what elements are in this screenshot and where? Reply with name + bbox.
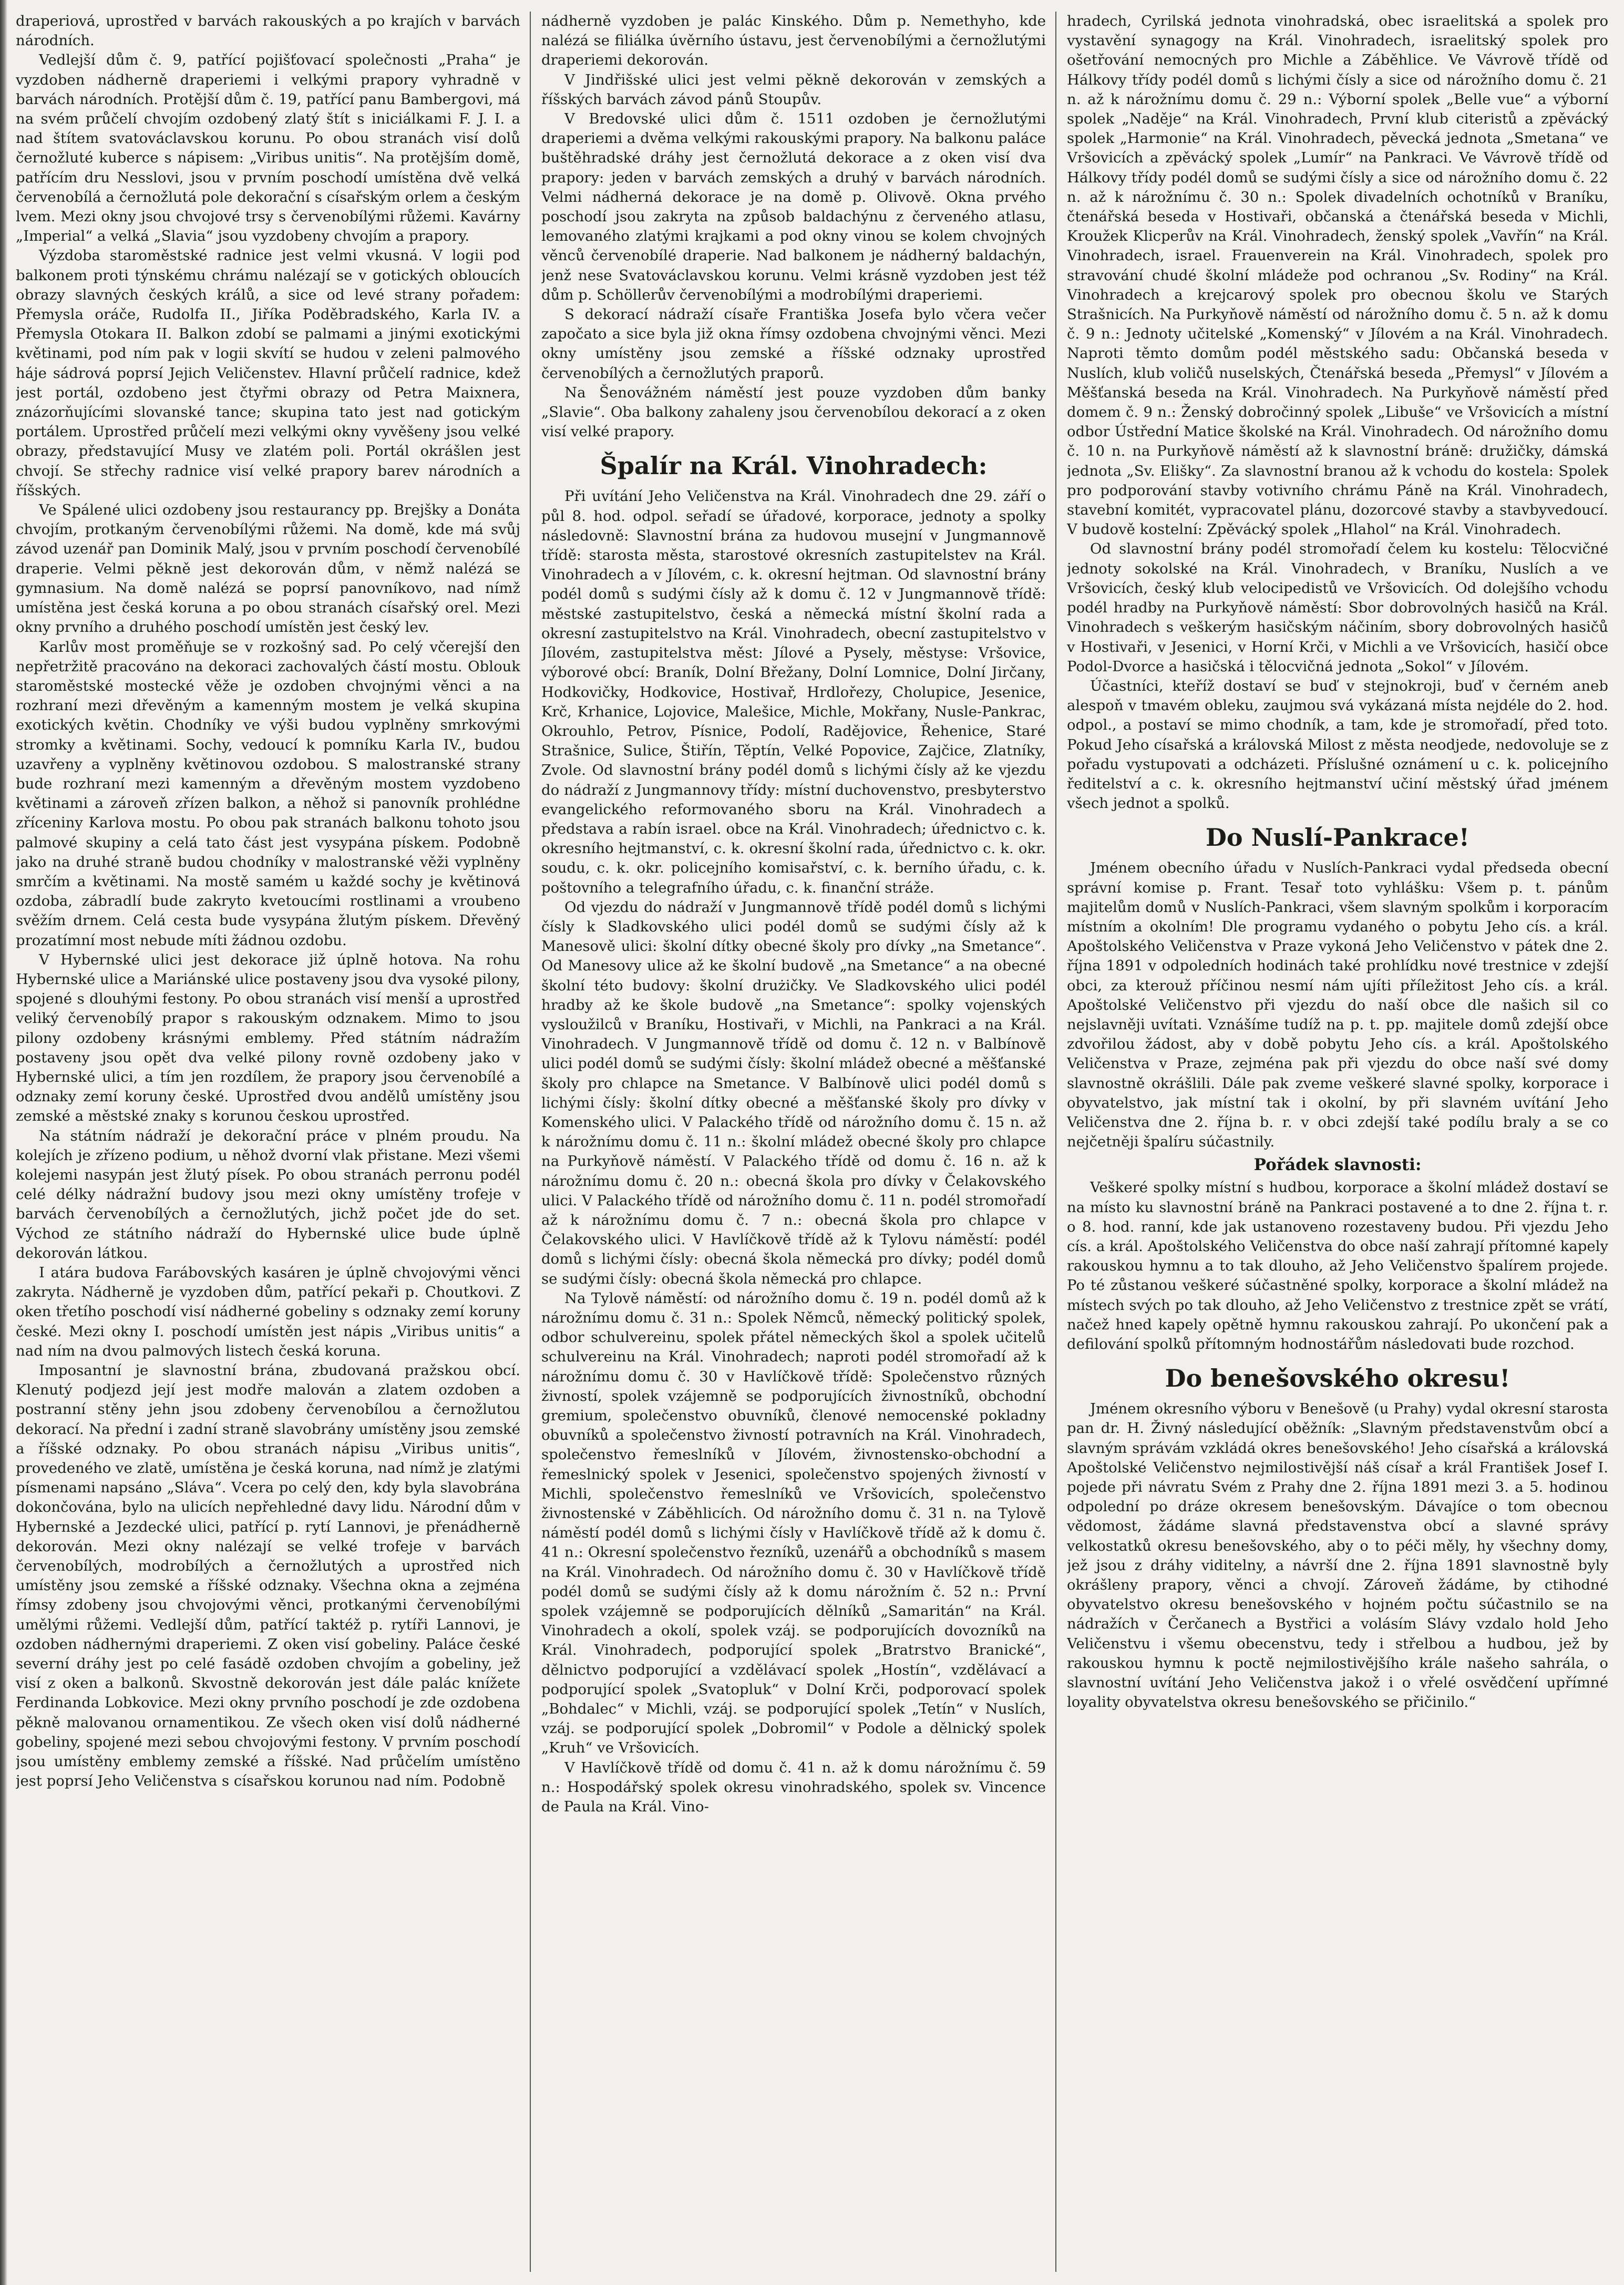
paragraph: Ve Spálené ulici ozdobeny jsou restaurancy pp. Brejšky a Donáta chvojím, protkaným červenobílými růžemi. Na domě, kde má svůj závod uzenář pan Dominik Malý, jsou v prvním poschodí červenobílé draperie. Velmi pěkně jest dekorován dům, v němž nalézá se gymnasium. Na domě nalézá se poprsí panovníkovo, nad nímž umístěna jest česká koruna a po obou stranách císařský orel. Mezi okny prvního a druhého poschodí umístěn jest český lev. <box>16 501 520 636</box>
paragraph: Imposantní je slavnostní brána, zbudovaná pražskou obcí. Klenutý podjezd její jest modře malován a zlatem ozdoben a postranní stěny jehn jsou zdobeny červenobílou a černožlutou dekorací. Na přední i zadní straně slavobrány umístěny jsou zemské a říšské odznaky. Po obou stranách nápisu „Viribus unitis“, provedeného ve zlatě, umístěna je česká koruna, nad nímž je zlatými písmenami napsáno „Sláva“. Vcera po celý den, kdy byla slavobrána dokončována, bylo na ulicích nepřehledné davy lidu. Národní dům v Hybernské a Jezdecké ulici, patřící p. rytí Lannovi, je přenádherně dekorován. Mezi okny nalézají se velké trofeje v barvách červenobílých, modrobílých a černožlutých a uprostřed nich umístěny jsou zemské a říšské odznaky. Všechna okna a zejména římsy zdobeny jsou chvojovými věnci, protkanými červenobílými umělými růžemi. Vedlejší dům, patřící taktéž p. rytíři Lannovi, je ozdoben nádhernými draperiemi. Z oken visí gobeliny. Paláce české severní dráhy jest po celé fasádě ozdoben chvojím a gobeliny, jež visí z oken a balkonů. Skvostně dekorován jest dále palác knížete Ferdinanda Lobkovice. Mezi okny prvního poschodí je zde ozdobena pěkně malovanou ornamentikou. Ze všech oken visí dolů nádherné gobeliny, spojené mezi sebou chvojovými festony. V prvním poschodí jsou umístěny emblemy zemské a říšské. Nad průčelím umístěno jest poprsí Jeho Veličenstva s císařskou korunou nad ním. Podobně <box>16 1362 520 1790</box>
paragraph: I atára budova Farábovských kasáren je úplně chvojovými věnci zakryta. Nádherně je vyzdoben dům, patřící pekaři p. Choutkovi. Z oken třetího poschodí visí nádherné gobeliny s odznaky zemí koruny české. Mezi okny I. poschodí umístěn jest nápis „Viribus unitis“ a nad ním na dvou palmových listech česká koruna. <box>16 1264 520 1359</box>
paragraph: Při uvítání Jeho Veličenstva na Král. Vinohradech dne 29. září o půl 8. hod. odpol. seřadí se úřadové, korporace, jednoty a spolky následovně: Slavnostní brána za hudovou musejní v Jungmannově třídě: starosta města, starostové okresních zastupitelstev na Král. Vinohradech a v Jílovém, c. k. okresní hejtman. Od slavnostní brány podél domů s sudými čísly až k domu č. 12 v Jungmannově třídě: městské zastupitelstvo, česká a německá místní školní rada a okresní zastupitelstvo na Král. Vinohradech, obecní zastupitelstvo v Jílovém, zastupitelstva měst: Jílové a Pysely, městyse: Vršovice, výborové obcí: Braník, Dolní Břežany, Dolní Lomnice, Dolní Jirčany, Hodkovičky, Hodkovice, Hostivař, Hrdlořezy, Cholupice, Jesenice, Krč, Krhanice, Lojovice, Malešice, Michle, Mokřany, Nusle-Pankrac, Okrouhlo, Petrov, Písnice, Podolí, Radějovice, Řehenice, Staré Strašnice, Sulice, Štiřín, Těptín, Velké Popovice, Zajčice, Zlatníky, Zvole. Od slavnostní brány podél domů s lichými čísly až ke vjezdu do nádraží z Jungmannovy třídy: místní duchovenstvo, presbyterstvo evangelického reformovaného sboru na Král. Vinohradech a představa a rabín israel. obce na Král. Vinohradech; úřednictvo c. k. okresního hejtmanství, c. k. okresní školní rada, úřednictvo c. k. okr. soudu, c. k. okr. policejního komisařství, c. k. berního úřadu, c. k. poštovního a telegrafního úřadu, c. k. finanční stráže. <box>541 488 1046 896</box>
section-heading-benesov: Do benešovského okresu! <box>1165 1364 1510 1393</box>
paragraph: Výzdoba staroměstské radnice jest velmi vkusná. V logii pod balkonem proti týnskému chrámu nalézají se v gotických obloucích obrazy slavných českých králů, a sice od levé strany pořadem: Přemysla oráče, Rudolfa II., Jiříka Poděbradského, Karla IV. a Přemysla Otokara II. Balkon zdobí se palmami a jinými exotickými květinami, pod ním pak v logii skvítí se hudou v zeleni palmového háje sádrová poprsí Jejich Veličenstev. Hlavní průčelí radnice, kdež jest portál, ozdobeno jest čtyřmi obrazy od Petra Maixnera, znázorňujícími slovanské tance; skupina tato jest nad gotickým portálem. Uprostřed průčelí mezi velkými okny vyvěšeny jsou velké obrazy, představující Musy ve zlatém poli. Portál okrášlen jest chvojí. Se střechy radnice visí velké prapory barev národních a říšských. <box>16 247 520 499</box>
column-2 <box>541 12 1046 2272</box>
paragraph: Na Tylově náměstí: od nárožního domu č. 19 n. podél domů až k nárožnímu domu č. 31 n.: Spolek Němců, německý politický spolek, odbor schulvereinu, spolek přátel německých škol a spolek učitelů schulvereinu na Král. Vinohradech; naproti podél stromořadí až k nárožnímu domu č. 30 v Havlíčkově třídě: Společenstvo různých živností, spolek vzájemně se podporujících živnostníků, obchodní gremium, společenstvo obuvníků, členové nemocenské pokladny obuvníků a společenstvo živností potravních na Král. Vinohradech, společenstvo řemeslníků v Jílovém, živnostensko-obchodní a řemeslnický spolek v Jesenici, společenstvo spojených živností v Michli, společenstvo řemeslníků ve Vršovicích, společenstvo živnostenské v Záběhlicích. Od nárožního domu č. 31 n. na Tylově náměstí podél domů s lichými čísly v Havlíčkově třídě až k domu č. 41 n.: Okresní společenstvo řezníků, uzenářů a obchodníků s masem na Král. Vinohradech. Od nárožního domu č. 30 v Havlíčkově třídě podél domů se sudými čísly až k domu nárožním č. 52 n.: První spolek vzájemně se podporujících dělníků „Samaritán“ na Král. Vinohradech a okolí, spolek vzáj. se podporujících dovozníků na Král. Vinohradech, podporující spolek „Bratrstvo Branické“, dělnictvo podporující a vzdělávací spolek „Hostín“, vzdělávací a podporující spolek „Svatopluk“ v Dolní Krči, podporovací spolek „Bohdalec“ v Michli, vzáj. se podporující spolek „Tetín“ v Nuslích, vzáj. se podporující spolek „Dobromil“ v Podole a dělnický spolek „Kruh“ ve Vršovicích. <box>541 1289 1046 1757</box>
paragraph: Od slavnostní brány podél stromořadí čelem ku kostelu: Tělocvičné jednoty sokolské na Král. Vinohradech, v Braníku, Nuslích a ve Vršovicích, český klub velocipedistů ve Vršovicích. Od dolejšího vchodu podél hradby na Purkyňově náměstí: Sbor dobrovolných hasičů na Král. Vinohradech s veškerým hasičským náčiním, sbory dobrovolných hasičů v Hostivaři, v Jesenici, v Horní Krči, v Michli a ve Vršovicích, hasičí obce Podol-Dvorce a hasičská i tělocvičná jednota „Sokol“ v Jílovém. <box>1067 540 1608 675</box>
section-heading-nusle: Do Nuslí-Pankrace! <box>1205 823 1469 852</box>
paragraph: hradech, Cyrilská jednota vinohradská, obec israelitská a spolek pro vystavění synagogy na Král. Vinohradech, israelitský spolek pro ošetřování nemocných pro Michle a Záběhlice. Ve Vávrově třídě od Hálkovy třídy podél domů s lichými čísly a sice od nárožního domu č. 21 n. až k nárožnímu domu č. 29 n.: Výborní spolek „Belle vue“ a výborní spolek „Naděje“ na Král. Vinohradech, První klub citeristů a zpěvácký spolek „Harmonie“ na Král. Vinohradech, pěvecká jednota „Smetana“ ve Vršovicích a zpěvácký spolek „Lumír“ na Pankraci. Ve Vávrově třídě od Hálkovy třídy podél domů se sudými čísly a sice od nárožního domu č. 22 n. až k nárožnímu č. 30 n.: Spolek divadelních ochotníků v Braníku, čtenářská beseda v Hostivaři, občanská a čtenářská beseda v Michli, Kroužek Klicperův na Král. Vinohradech, ženský spolek „Vavřín“ na Král. Vinohradech, israel. Frauenverein na Král. Vinohradech, spolek pro stravování chudé školní mládeže pod ochranou „Sv. Rodiny“ na Král. Vinohradech a krejcarový spolek pro obecnou školu ve Starých Strašnicích. Na Purkyňově náměstí od nárožního domu č. 5 n. až k domu č. 9 n.: Jednoty učitelské „Komenský“ v Jílovém a na Král. Vinohradech. Naproti těmto domům podél městského sadu: Občanská beseda v Nuslích, klub voličů nuselských, Čtenářská beseda „Přemysl“ v Jílovém a Měšťanská beseda na Král. Vinohradech. Na Purkyňově náměstí před domem č. 9 n.: Ženský dobročinný spolek „Libuše“ ve Vršovicích a místní odbor Ústřední Matice školské na Král. Vinohradech. Od nárožního domu č. 10 n. na Purkyňově náměstí až k slavnostní bráně: družičky, dámská jednota „Sv. Elišky“. Za slavnostní branou až k vchodu do kostela: Spolek pro podporování stavby votivního chrámu Páně na Král. Vinohradech, stavební komitét, vypracovatel plánu, dozorcové stavby a stavbyvedoucí. V budově kostelní: Zpěvácký spolek „Hlahol“ na Král. Vinohradech. <box>1067 13 1608 538</box>
column-3 <box>1067 12 1608 2272</box>
paragraph: Karlův most proměňuje se v rozkošný sad. Po celý včerejší den nepřetržitě pracováno na dekoraci zachovalých částí mostu. Oblouk staroměstské mostecké věže je ozdoben chvojnými věnci a na rozhraní mezi dřevěným a kamenným mostem je velká skupina exotických květin. Chodníky ve výši budou vyplněny smrkovými stromky a květinami. Sochy, vedoucí k pomníku Karla IV., budou uzavřeny a vyplněny květinovou ozdobou. S malostranské strany bude rozhraní mezi kamenným a dřevěným mostem vyzdobeno květinami a zároveň zřízen balkon, a něhož si panovník prohlédne zříceniny Karlova mostu. Po obou pak stranách balkonu tohoto jsou palmové skupiny a celá tato část jest vysypána pískem. Podobně jako na druhé straně budou chodníky v malostranské věži vyplněny smrčím a květinami. Na mostě samém u každé sochy je květinová ozdoba, zábradlí bude zakryto kvetoucími rostlinami a vroubeno svěžím drnem. Celá cesta bude vysypána žlutým pískem. Dřevěný prozatímní most nebude míti žádnou ozdobu. <box>16 638 520 949</box>
paragraph: Účastníci, kteříž dostaví se buď v stejnokroji, buď v černém aneb alespoň v tmavém obleku, zaujmou svá vykázaná místa nejdéle do 2. hod. odpol., a postaví se mimo chodník, a tam, kde je stromořadí, před toto. Pokud Jeho císařská a královská Milost z města neodjede, nedovoluje se z pořadu vystupovati a odcházeti. Příslušné oznámení u c. k. policejního ředitelství a c. k. okresního hejtmanství učiní městský úřad jménem všech jednot a spolků. <box>1067 677 1608 812</box>
scan-edge-shadow <box>0 0 7 2285</box>
paragraph: V Bredovské ulici dům č. 1511 ozdoben je černožlutými draperiemi a dvěma velkými rakouskými prapory. Na balkonu paláce buštěhradské dráhy jest černožlutá dekorace a z oken visí dva prapory: jeden v barvách zemských a druhý v barvách národních. Velmi nádherná dekorace je na domě p. Olivově. Okna prvého poschodí jsou zakryta na způsob baldachýnu z červeného atlasu, lemovaného zlatými krajkami a pod okny vinou se kolem chvojných věnců červenobílé draperie. Nad balkonem je nádherný baldachýn, jenž nese Svatováclavskou korunu. Velmi krásně vyzdoben jest též dům p. Schöllerův červenobílými a modrobílými draperiemi. <box>541 110 1046 303</box>
paragraph: Jménem obecního úřadu v Nuslích-Pankraci vydal předseda obecní správní komise p. Frant. Tesař toto vyhlášku: Všem p. t. pánům majitelům domů v Nuslích-Pankraci, všem slavným spolkům i korporacím místním a okolním! Dle programu vydaného o pobytu Jeho cís. a král. Apoštolského Veličenstva v Praze vykoná Jeho Veličenstvo v pátek dne 2. října 1891 v odpoledních hodinách také prohlídku nové trestnice v zdejší obci, za kterouž příčinou nesmí nám ujíti příležitost Jeho cís. a král. Apoštolské Veličenstvo při vjezdu do naší obce dle našich sil co nejslavněji uvítati. Vznášíme tudíž na p. t. pp. majitele domů zdejší obce zdvořilou žádost, aby v době pobytu Jeho cís. a král. Apoštolského Veličenstva v Praze, zejména pak při vjezdu do obce naší své domy slavnostně okrášlili. Dále pak zveme veškeré slavné spolky, korporace i obyvatelstvo, jak místní tak i okolní, by při slavném uvítání Jeho Veličenstva dne 2. října b. r. v obci zdejší také podílu braly a se co nejčetněji špalíru súčastnily. <box>1067 859 1608 1151</box>
paragraph: V Havlíčkově třídě od domu č. 41 n. až k domu nárožnímu č. 59 n.: Hospodářský spolek okresu vinohradského, spolek sv. Vincence de Paula na Král. Vino- <box>541 1759 1046 1816</box>
paragraph: Veškeré spolky místní s hudbou, korporace a školní mládež dostaví se na místo ku slavnostní bráně na Pankraci postavené a to dne 2. října t. r. o 8. hod. ranní, kde jak ustanoveno rozestaveny budou. Při vjezdu Jeho cís. a král. Apoštolského Veličenstva do obce naší zahrají přítomné kapely rakouskou hymnu a to tak dlouho, až Jeho Veličenstvo špalírem projede. Po té zůstanou veškeré súčastněné spolky, korporace a školní mládež na místech svých po tak dlouho, až Jeho Veličenstvo z trestnice zpět se vrátí, načež hned kapely opětně hymnu rakouskou zahrají. Po ukončení pak a defilování spolků přítomným hodnostářům následovati bude rozchod. <box>1067 1179 1608 1352</box>
column-1 <box>16 12 520 2272</box>
paragraph: Od vjezdu do nádraží v Jungmannově třídě podél domů s lichými čísly k Sladkovského ulici podél domů se sudými čísly až k Manesově ulici: školní dítky obecné školy pro dívky „na Smetance“. Od Manesovy ulice až ke školní budově „na Smetance“ a na obecné školní této budovy: školní drużičky. Ve Sladkovského ulici podél hradby až ke škole budově „na Smetance“: spolky vojenských vysloužilců v Braníku, Hostivaři, v Michli, na Pankraci a na Král. Vinohradech. V Jungmannově třídě od domu č. 12 n. v Balbínově ulici podél domů se sudými čísly: školní mládež obecné a měšťanské školy pro chlapce na Smetance. V Balbínově ulici podél domů s lichými čísly: školní dítky obecné a měšťanské školy pro dívky v Komenského ulici. V Palackého třídě od nárožního domu č. 15 n. až k nárožnímu domu č. 11 n.: školní mládež obecné školy pro chlapce na Purkyňově náměstí. V Palackého třídě od domu č. 16 n. až k nárožnímu domu č. 20 n.: obecná škola pro dívky v Čelakovského ulici. V Palackého třídě od nárožního domu č. 11 n. podél stromořadí až k nárožnímu domu č. 7 n.: obecná škola pro chlapce v Čelakovského ulici. V Havlíčkově třídě až k Tylovu náměstí: podél domů s lichými čísly: obecná škola německá pro dívky; podél domů se sudými čísly: obecná škola německá pro chlapce. <box>541 898 1046 1287</box>
paragraph: S dekorací nádraží císaře Františka Josefa bylo včera večer započato a sice byla již okna římsy ozdobena chvojnými věnci. Mezi okny umístěny jsou zemské a říšské odznaky uprostřed červenobílých a černožlutých praporů. <box>541 306 1046 382</box>
column-divider <box>530 12 531 2272</box>
paragraph: Na státním nádraží je dekorační práce v plném proudu. Na kolejích je zřízeno podium, u něhož dvorní vlak přistane. Mezi všemi kolejemi nasypán jest žlutý písek. Po obou stranách perronu podél celé délky nádražní budovy jsou mezi okny umístěny trofeje v barvách červenobílých a černožlutých, jichž počet jde do set. Východ ze státního nádraží do Hybernské ulice bude úplně dekorován látkou. <box>16 1127 520 1262</box>
paragraph: V Jindřišské ulici jest velmi pěkně dekorován v zemských a říšských barvách závod pánů Stoupův. <box>541 71 1046 108</box>
paragraph: Vedlejší dům č. 9, patřící pojišťovací společnosti „Praha“ je vyzdoben nádherně draperiemi i velkými prapory vyhradně v barvách národních. Protější dům č. 19, patřící panu Bambergovi, má na svém průčelí chvojím ozdobený zlatý štít s iniciálkami F. J. I. a nad štítem svatováclavskou korunu. Po obou stranách visí dolů černožluté kuberce s nápisem: „Viribus unitis“. Na protějším domě, patřícím dru Nesslovi, jsou v prvním poschodí umístěna dvě velká červenobílá a černožlutá pole dekorační s císařským orlem a českým lvem. Mezi okny jsou chvojové trsy s červenobílými růžemi. Kavárny „Imperial“ a velká „Slavia“ jsou vyzdobeny chvojím a prapory. <box>16 52 520 245</box>
paragraph: draperiová, uprostřed v barvách rakouských a po krajích v barvách národních. <box>16 13 520 49</box>
paragraph: Jménem okresního výboru v Benešově (u Prahy) vydal okresní starosta pan dr. H. Živný následující oběžník: „Slavným představenstvům obcí a slavným správám vzkládá okres benešovského! Jeho císařská a královská Apoštolské Veličenstvo nejmilostivější náš císař a král František Josef I. pojede při návratu Svém z Prahy dne 2. října 1891 mezi 3. a 5. hodinou odpolední po dráze okresem benešovským. Dávajíce o tom obecnou vědomost, žádáme slavná představenstva obcí a slavné správy velkostatků okresu benešovského, aby o to péči měly, hy všechny domy, jež jsou z dráhy viditelny, a návrší dne 2. října 1891 slavnostně byly okrášleny prapory, věnci a chvojí. Zároveň žádáme, by ctihodné obyvatelstvo okresu benešovského v hojném počtu súčastnilo se na nádražích v Čerčanech a Bystřici a volásím Slávy vzdalo hold Jeho Veličenstvu i všemu obecenstvu, tedy i střelbou a hudbou, jež by rakouskou hymnu k poctě nejmilostivějšího krále našeho sahrála, o slavnostní uvítání Jeho Veličenstva jakož i o vřelé osvědčení upřímné loyality obyvatelstva okresu benešovského se přičinilo.“ <box>1067 1400 1608 1711</box>
paragraph: V Hybernské ulici jest dekorace již úplně hotova. Na rohu Hybernské ulice a Mariánské ulice postaveny jsou dva vysoké pilony, spojené s dlouhými festony. Po obou stranách visí menší a uprostřed veliký červenobílý prapor s rakouským odznakem. Mimo to jsou pilony ozdobeny krásnými emblemy. Před státním nádražím postaveny jsou opět dva velké pilony rovně ozdobeny jako v Hybernské ulici, a tím jen rozdílem, že prapory jsou červenobílé a odznaky zemí koruny české. Uprostřed dvou andělů umístěny jsou zemské a městské znaky s korunou českou uprostřed. <box>16 951 520 1125</box>
subheading-poradek: Pořádek slavnosti: <box>1253 1155 1422 1175</box>
column-divider <box>1055 12 1056 2272</box>
paragraph: Na Šenovážném náměstí jest pouze vyzdoben dům banky „Slavie“. Oba balkony zahaleny jsou červenobílou dekorací a z oken visí velké prapory. <box>541 384 1046 440</box>
section-heading-spalir: Špalír na Král. Vinohradech: <box>600 452 988 480</box>
paragraph: nádherně vyzdoben je palác Kinského. Dům p. Nemethyho, kde nalézá se filiálka úvěrního ústavu, jest červenobílými a černožlutými draperiemi dekorován. <box>541 13 1046 69</box>
